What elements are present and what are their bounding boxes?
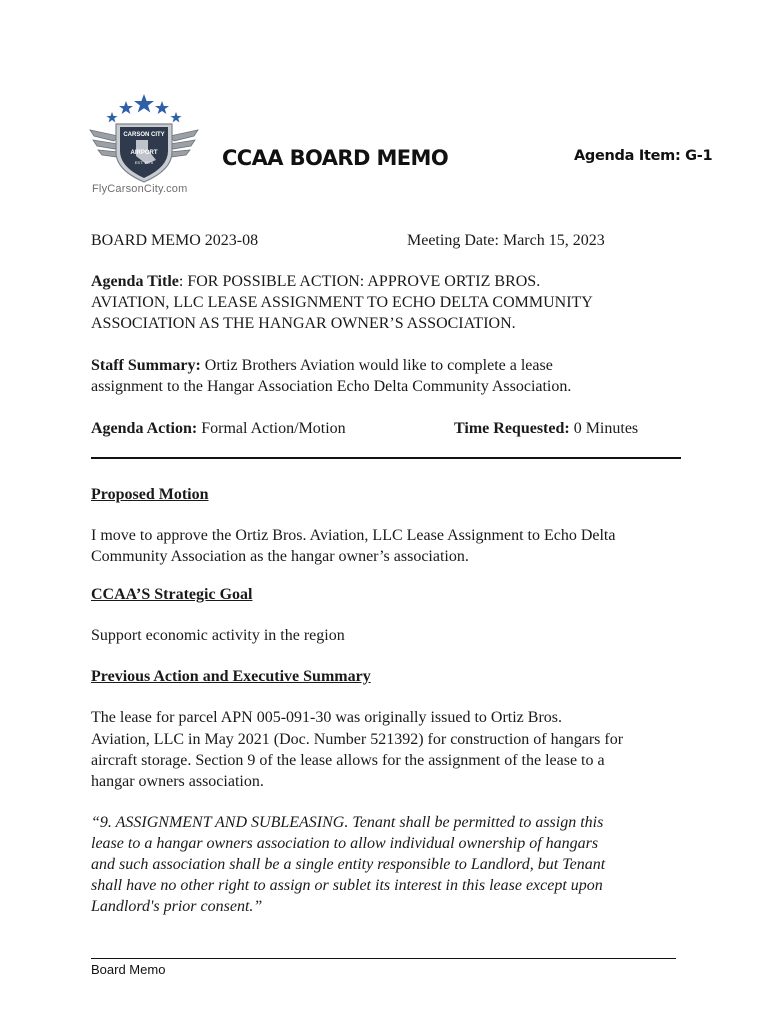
agenda-title-line-2: AVIATION, LLC LEASE ASSIGNMENT TO ECHO DELTA COMMUNITY bbox=[91, 294, 593, 311]
proposed-motion-line-2: Community Association as the hangar owner’s association. bbox=[91, 548, 469, 565]
time-requested-label: Time Requested: bbox=[454, 420, 570, 437]
section-divider bbox=[91, 457, 681, 459]
agenda-title-line-1 bbox=[91, 271, 540, 292]
memo-title: CCAA BOARD MEMO bbox=[222, 146, 449, 170]
logo-caption: FlyCarsonCity.com bbox=[92, 183, 188, 195]
previous-action-line-2: Aviation, LLC in May 2021 (Doc. Number 521392) for construction of hangars for bbox=[91, 731, 624, 748]
time-requested bbox=[454, 418, 638, 439]
board-memo-number: BOARD MEMO 2023-08 bbox=[91, 232, 259, 249]
strategic-goal-heading: CCAA’S Strategic Goal bbox=[91, 586, 253, 603]
lease-quote-line-4: shall have no other right to assign or sublet its interest in this lease except upon bbox=[91, 877, 603, 894]
lease-quote-line-2: lease to a hangar owners association to allow individual ownership of hangars bbox=[91, 835, 599, 852]
staff-summary-line-2: assignment to the Hangar Association Echo Delta Community Association. bbox=[91, 378, 572, 395]
previous-action-line-3: aircraft storage. Section 9 of the lease allows for the assignment of the lease to a bbox=[91, 752, 605, 769]
time-requested-value: 0 Minutes bbox=[569, 420, 639, 437]
agenda-title-label: Agenda Title bbox=[91, 273, 179, 290]
meeting-date: Meeting Date: March 15, 2023 bbox=[407, 232, 605, 249]
agenda-item: Agenda Item: G-1 bbox=[574, 148, 713, 164]
staff-summary-text-1: Ortiz Brothers Aviation would like to complete a lease bbox=[200, 357, 553, 374]
proposed-motion-line-1: I move to approve the Ortiz Bros. Aviation, LLC Lease Assignment to Echo Delta bbox=[91, 527, 616, 544]
staff-summary-line-1 bbox=[91, 355, 553, 376]
agenda-action-label: Agenda Action: bbox=[91, 420, 198, 437]
previous-action-line-1: The lease for parcel APN 005-091-30 was originally issued to Ortiz Bros. bbox=[91, 709, 563, 726]
wing-left-icon bbox=[90, 130, 119, 157]
agenda-title-text-1: : FOR POSSIBLE ACTION: APPROVE ORTIZ BROS. bbox=[178, 273, 541, 290]
previous-action-line-4: hangar owners association. bbox=[91, 773, 264, 790]
logo-text-top: CARSON CITY bbox=[123, 132, 165, 138]
staff-summary-label: Staff Summary: bbox=[91, 357, 201, 374]
logo-text-bottom: EST. 1970 bbox=[134, 160, 154, 165]
footer-text: Board Memo bbox=[91, 962, 166, 977]
strategic-goal-text: Support economic activity in the region bbox=[91, 627, 345, 644]
wing-right-icon bbox=[169, 130, 198, 157]
previous-action-heading: Previous Action and Executive Summary bbox=[91, 668, 371, 685]
agenda-title-line-3: ASSOCIATION AS THE HANGAR OWNER’S ASSOCIATION. bbox=[91, 315, 516, 332]
lease-quote-line-5: Landlord's prior consent.” bbox=[91, 898, 263, 915]
lease-quote-line-3: and such association shall be a single entity responsible to Landlord, but Tenant bbox=[91, 856, 606, 873]
agenda-action-value: Formal Action/Motion bbox=[197, 420, 346, 437]
proposed-motion-heading: Proposed Motion bbox=[91, 486, 209, 503]
logo-text-mid: AIRPORT bbox=[130, 150, 158, 156]
footer-divider bbox=[91, 958, 676, 959]
stars-icon bbox=[107, 94, 182, 122]
lease-quote-line-1: “9. ASSIGNMENT AND SUBLEASING. Tenant shall be permitted to assign this bbox=[91, 814, 604, 831]
agenda-action bbox=[91, 418, 346, 439]
